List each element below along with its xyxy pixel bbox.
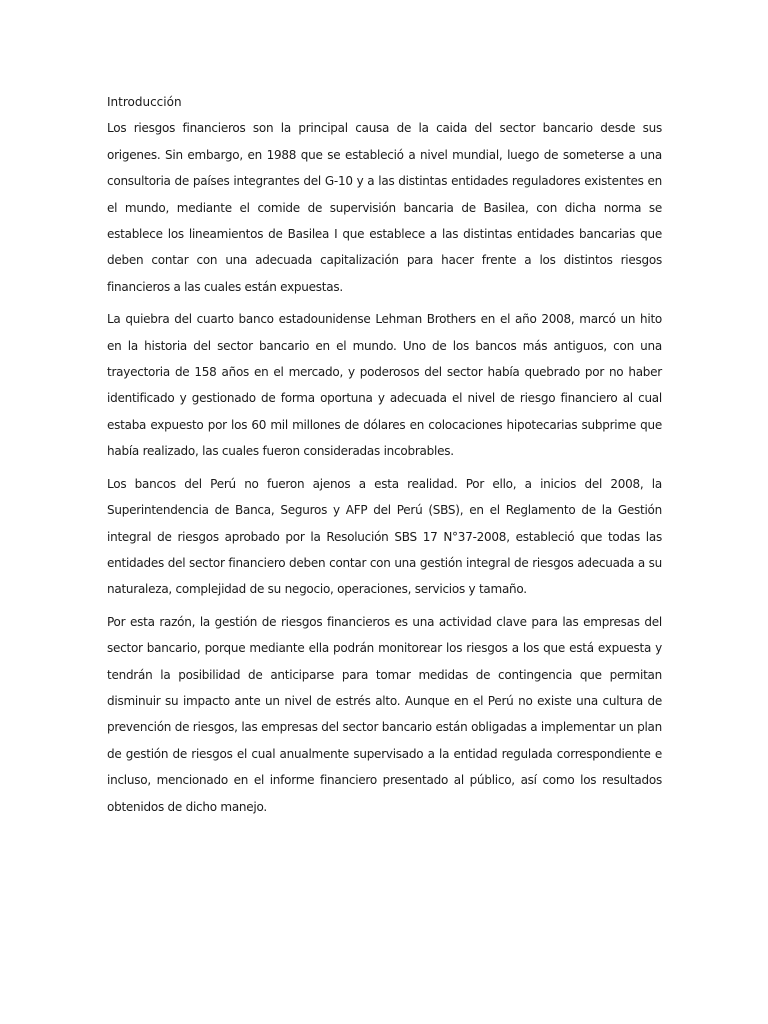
document-title: Introducción (107, 95, 182, 109)
document-page (107, 89, 662, 826)
paragraph-4: Por esta razón, la gestión de riesgos financieros es una actividad clave para las empresas del sector bancario, porque mediante ella podrán monitorear los riesgos a los que está expuesta y tendrán la posibilidad de anticiparse para tomar medidas de contingencia que permitan disminuir su impacto ante un nivel de estrés alto. Aunque en el Perú no existe una cultura de prevención de riesgos, las empresas del sector bancario están obligadas a implementar un plan de gestión de riesgos el cual anualmente supervisado a la entidad regulada correspondiente e incluso, mencionado en el informe financiero presentado al público, así como los resultados obtenidos de dicho manejo. (107, 614, 662, 814)
paragraph-3: Los bancos del Perú no fueron ajenos a esta realidad. Por ello, a inicios del 2008, la Superintendencia de Banca, Seguros y AFP del Perú (SBS), en el Reglamento de la Gestión integral de riesgos aprobado por la Resolución SBS 17 N°37-2008, estableció que todas las entidades del sector financiero deben contar con una gestión integral de riesgos adecuada a su naturaleza, complejidad de su negocio, operaciones, servicios y tamaño. (107, 476, 662, 597)
paragraph-1: Los riesgos financieros son la principal causa de la caida del sector bancario desde sus origenes. Sin embargo, en 1988 que se estableció a nivel mundial, luego de someterse a una consultoria de países integrantes del G-10 y a las distintas entidades reguladores existentes en el mundo, mediante el comide de supervisión bancaria de Basilea, con dicha norma se establece los lineamientos de Basilea I que establece a las distintas entidades bancarias que deben contar con una adecuada capitalización para hacer frente a los distintos riesgos financieros a las cuales están expuestas. (107, 121, 662, 294)
paragraph-2: La quiebra del cuarto banco estadounidense Lehman Brothers en el año 2008, marcó un hito en la historia del sector bancario en el mundo. Uno de los bancos más antiguos, con una trayectoria de 158 años en el mercado, y poderosos del sector había quebrado por no haber identificado y gestionado de forma oportuna y adecuada el nivel de riesgo financiero al cual estaba expuesto por los 60 mil millones de dólares en colocaciones hipotecarias subprime que había realizado, las cuales fueron consideradas incobrables. (107, 312, 662, 459)
